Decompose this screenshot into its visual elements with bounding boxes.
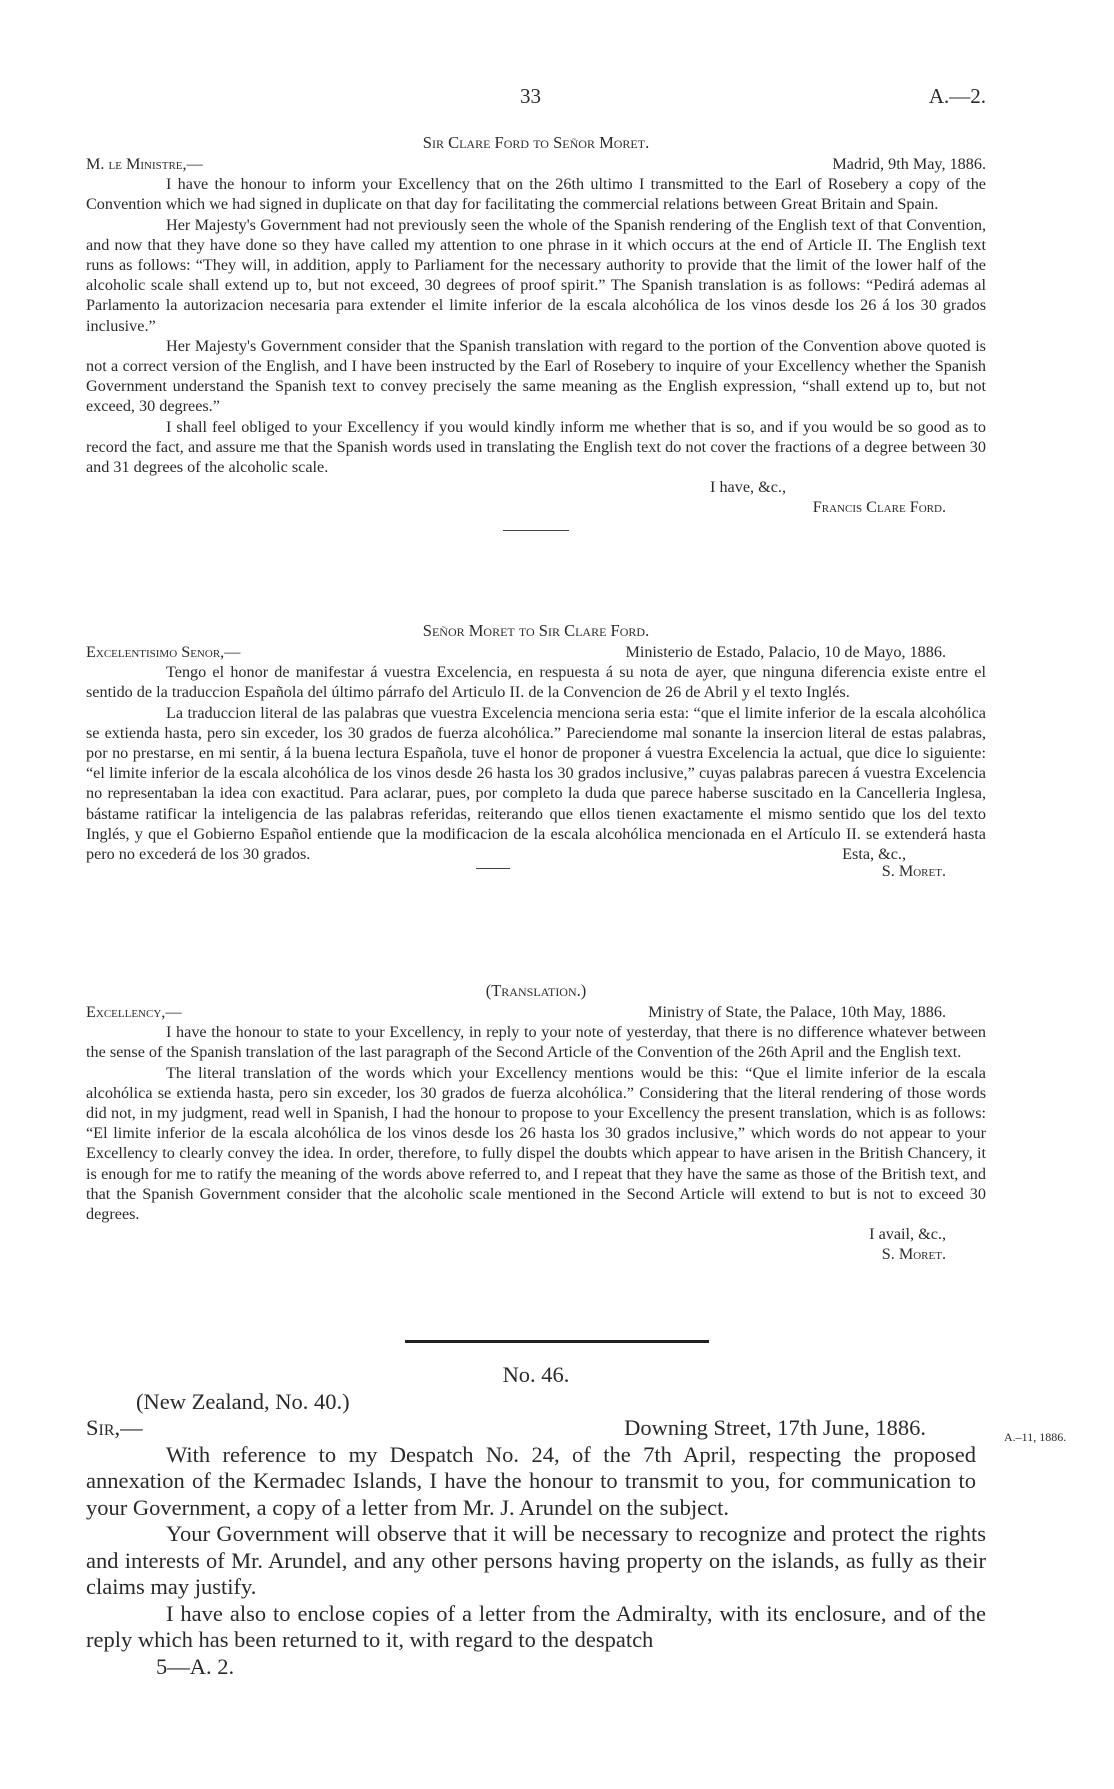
- salutation: Excelentisimo Senor,—: [86, 643, 241, 661]
- translation: [86, 980, 986, 1265]
- despatch-subtitle: (New Zealand, No. 40.): [136, 1388, 350, 1414]
- paragraph: Your Government will observe that it will be necessary to recognize and protect the rights and interests of Mr. Arundel, and any other persons having property on the islands, as fully as their claims may justify.: [86, 1521, 986, 1599]
- letter-ford-to-moret: [86, 132, 986, 537]
- closing: I have, &c.,: [710, 478, 786, 497]
- salutation: Sir,—: [86, 1415, 143, 1440]
- translation-label: (Translation.): [485, 981, 587, 1000]
- paragraph: Tengo el honor de manifestar á vuestra Excelencia, en respuesta á su nota de ayer, que ninguna diferencia existe entre el sentido de la traduccion Española del último párrafo del Articulo II. de la Convencion de 26 de Abril y el texto Inglés.: [86, 663, 986, 702]
- margin-note: A.–11, 1886.: [1004, 1430, 1067, 1444]
- closing: I avail, &c.,: [869, 1225, 946, 1244]
- page-number: 33: [520, 84, 541, 108]
- paragraph: I have the honour to state to your Excellency, in reply to your note of yesterday, that there is no difference whatever between the sense of the Spanish translation of the last paragraph of the Second Article of the Convention of the 26th April and the English text.: [86, 1023, 986, 1062]
- place-date: Downing Street, 17th June, 1886.: [624, 1415, 926, 1440]
- sheet-reference: A.—2.: [928, 84, 986, 108]
- letter-moret-to-ford: [86, 620, 986, 882]
- section-divider-wrap: [0, 1340, 1114, 1343]
- paragraph: I have the honour to inform your Excellency that on the 26th ultimo I transmitted to the Earl of Rosebery a copy of the Convention which we had signed in duplicate on that day for facilitating the commercial relations between Great Britain and Spain.: [86, 175, 986, 214]
- paragraph: La traduccion literal de las palabras que vuestra Excelencia menciona seria esta: “que el limite inferior de la escala alcohólica se extienda hasta, pero sin exceder, los 30 grados de fuerza alcohólica.” Pareciendome mal sonante la insercion literal de estas palabras, por no prestarse, en mi sentir, á la buena lectura Española, tuve el honor de proponer á vuestra Excelencia la actual, que dice lo siguiente: “el limite inferior de la escala alcohólica de los vinos desde 26 hasta los 30 grados inclusive,” cuyas palabras parecen á vuestra Excelencia no representaban la idea con exactitud. Para aclarar, pues, por completo la duda que parece haberse suscitado en la Cancelleria Inglesa, bástame ratificar la inteligencia de las palabras referidas, reiterando que ellos tienen exactamente el mismo sentido que los del texto Inglés, y que el Gobierno Español entiende que la modificacion de la escala alcohólica mencionada en el Artículo II. se extenderá hasta pero no excederá de los 30 grados.: [86, 703, 986, 864]
- salutation: M. le Ministre,—: [86, 155, 203, 173]
- paragraph: Her Majesty's Government had not previously seen the whole of the Spanish rendering of the English text of that Convention, and now that they have done so they have called my attention to one phrase in it which occurs at the end of Article II. The English text runs as follows: “They will, in addition, apply to Parliament for the necessary authority to provide that the limit of the lower half of the alcoholic scale shall extend up to, but not exceed, 30 degrees of proof spirit.” The Spanish translation is as follows: “Pedirá ademas al Parlamento la autorizacion necesaria para extender el limite inferior de la escala alcohólica de los vinos desde los 26 á los 30 grados inclusive.”: [86, 215, 986, 335]
- salutation-row: [86, 1415, 986, 1442]
- salutation-row: [86, 154, 986, 174]
- letter-title: Sir Clare Ford to Señor Moret.: [422, 133, 650, 152]
- despatch-no-46: [86, 1362, 986, 1680]
- paragraph: The literal translation of the words which your Excellency mentions would be this: “Que el limite inferior de la escala alcohólica se extienda hasta, pero sin exceder, los 30 grados de fuerza alcohólica.” Considering that the literal rendering of those words did not, in my judgment, read well in Spanish, I had the honour to propose to your Excellency the present translation, which is as follows: “El limite inferior de la escala alcohólica de los vinos desde los 26 hasta los 30 grados inclusive,” which words do not appear to your Excellency to clearly convey the idea. In order, therefore, to fully dispel the doubts which appear to have arisen in the British Chancery, it is enough for me to ratify the meaning of the words above referred to, and I repeat that they have the same as those of the British text, and that the Spanish Government consider that the alcoholic scale mentioned in the Second Article will extend to but is not to exceed 30 degrees.: [86, 1063, 986, 1224]
- place-date: Ministerio de Estado, Palacio, 10 de Mayo, 1886.: [625, 643, 946, 661]
- place-date: Ministry of State, the Palace, 10th May, 1886.: [648, 1003, 946, 1021]
- letter-title: Señor Moret to Sir Clare Ford.: [422, 621, 650, 640]
- divider: [503, 530, 569, 531]
- signature: S. Moret.: [881, 862, 946, 881]
- salutation-row: [86, 642, 986, 662]
- despatch-number: No. 46.: [502, 1362, 570, 1387]
- paragraph: With reference to my Despatch No. 24, of the 7th April, respecting the proposed annexation of the Kermadec Islands, I have the honour to transmit to you, for communication to your Government, a copy of a letter from Mr. J. Arundel on the subject.: [86, 1441, 976, 1520]
- salutation: Excellency,—: [86, 1003, 182, 1021]
- place-date: Madrid, 9th May, 1886.: [832, 155, 986, 173]
- paragraph: I have also to enclose copies of a letter from the Admiralty, with its enclosure, and of the reply which has been returned to it, with regard to the despatch: [86, 1600, 986, 1652]
- paragraph: Her Majesty's Government consider that the Spanish translation with regard to the portion of the Convention above quoted is not a correct version of the English, and I have been instructed by the Earl of Rosebery to inquire of your Excellency whether the Spanish Government understand the Spanish text to convey precisely the same meaning as the English expression, “shall extend up to, but not exceed, 30 degrees.”: [86, 336, 986, 416]
- paragraph: I shall feel obliged to your Excellency if you would kindly inform me whether that is so, and if you would be so good as to record the fact, and assure me that the Spanish words used in translating the English text do not cover the fractions of a degree between 30 and 31 degrees of the alcoholic scale.: [86, 417, 986, 477]
- signature: Francis Clare Ford.: [812, 498, 946, 517]
- salutation-row: [86, 1002, 986, 1022]
- closing: Esta, &c.,: [842, 845, 906, 864]
- signature: S. Moret.: [881, 1245, 946, 1264]
- section-divider: [405, 1340, 709, 1343]
- page-footer: 5—A. 2.: [156, 1653, 235, 1679]
